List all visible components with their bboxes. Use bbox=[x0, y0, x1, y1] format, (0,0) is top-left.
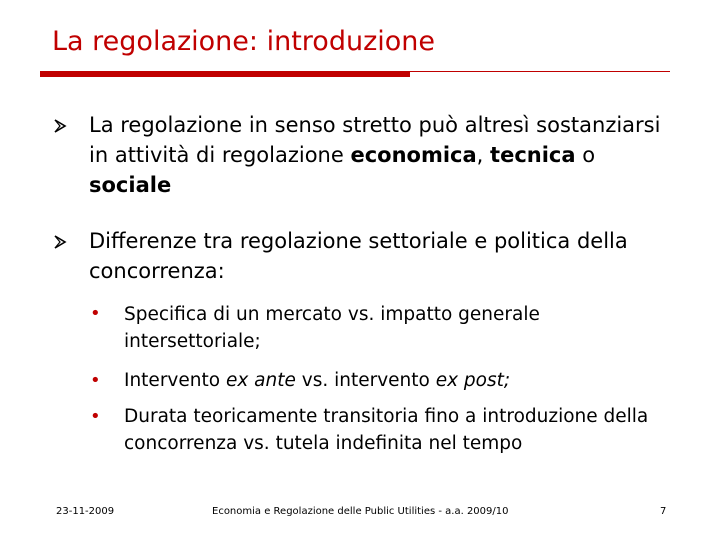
footer-date: 23-11-2009 bbox=[56, 506, 115, 517]
subbullet-2-seg-3: vs. intervento bbox=[295, 370, 436, 391]
slide-title: La regolazione: introduzione bbox=[52, 26, 435, 57]
arrow-bullet-icon bbox=[52, 118, 68, 134]
bullet-2-seg-1: Differenze tra regolazione settoriale e politica della concorrenza: bbox=[89, 229, 628, 283]
subbullet-2-italic-ex-ante: ex ante bbox=[225, 370, 296, 391]
bullet-1-bold-economica: economica bbox=[350, 143, 477, 167]
dot-bullet-icon bbox=[90, 309, 100, 319]
title-underline-thin bbox=[410, 71, 670, 72]
bullet-1-text bbox=[89, 110, 664, 200]
subbullet-2-text bbox=[124, 367, 669, 394]
footer-page-number: 7 bbox=[660, 506, 667, 517]
subbullet-3-seg-1: Durata teoricamente transitoria fino a introduzione della concorrenza vs. tutela indefinita nel tempo bbox=[124, 406, 649, 454]
bullet-1-bold-sociale: sociale bbox=[89, 173, 172, 197]
dot-bullet-icon bbox=[90, 376, 100, 386]
bullet-1-seg-1: La regolazione in senso stretto può altresì sostanziarsi in attività di regolazione bbox=[89, 113, 661, 167]
bullet-1-seg-5: o bbox=[575, 143, 596, 167]
footer-course: Economia e Regolazione delle Public Utilities - a.a. 2009/10 bbox=[212, 506, 509, 517]
title-underline-thick bbox=[40, 71, 410, 77]
subbullet-1-seg-1: Specifica di un mercato vs. impatto generale intersettoriale; bbox=[124, 304, 540, 352]
subbullet-1-text bbox=[124, 301, 669, 355]
subbullet-2-seg-1: Intervento bbox=[124, 370, 226, 391]
bullet-1-bold-tecnica: tecnica bbox=[490, 143, 576, 167]
dot-bullet-icon bbox=[90, 412, 100, 422]
subbullet-2-italic-ex-post: ex post; bbox=[435, 370, 511, 391]
bullet-1-seg-3: , bbox=[476, 143, 491, 167]
subbullet-3-text bbox=[124, 403, 669, 457]
arrow-bullet-icon bbox=[52, 234, 68, 250]
bullet-2-text bbox=[89, 226, 664, 286]
